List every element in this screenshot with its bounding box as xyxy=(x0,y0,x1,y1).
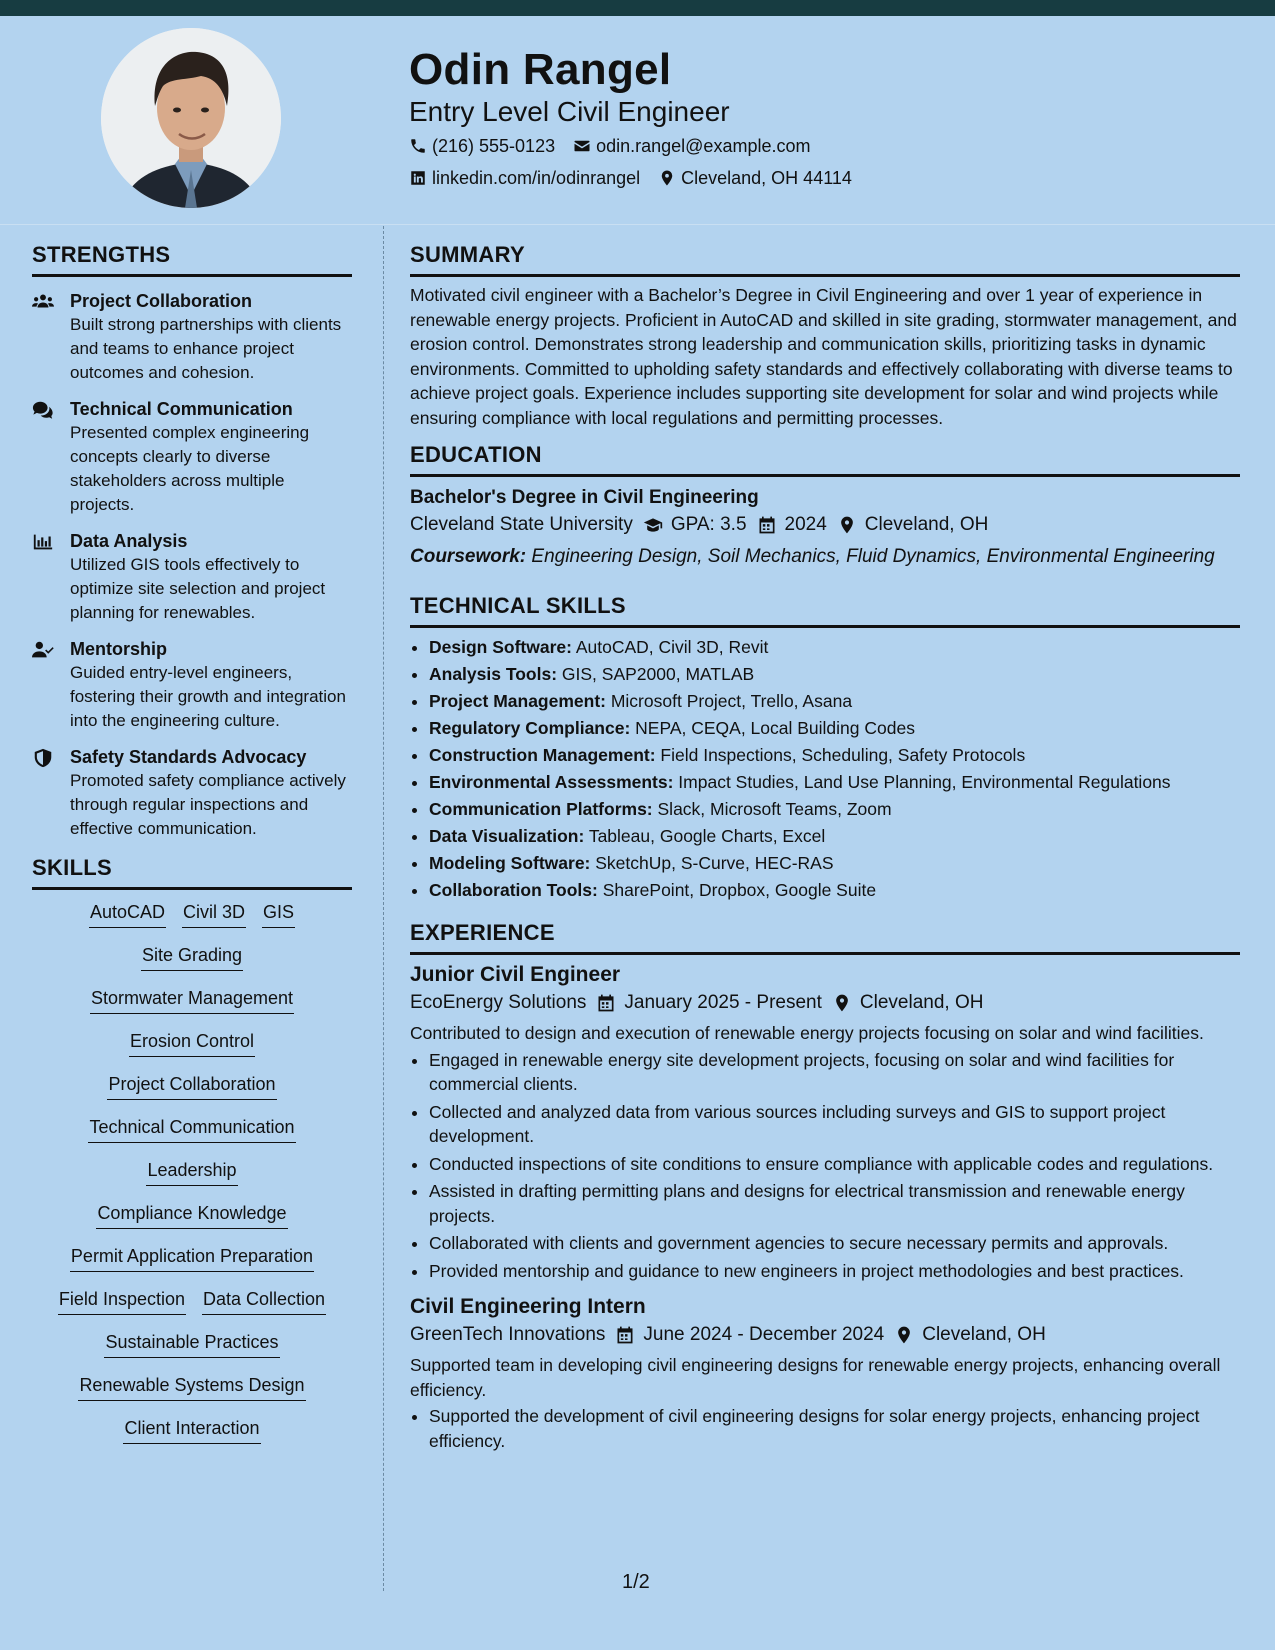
list-item xyxy=(429,715,1240,742)
job-location: Cleveland, OH xyxy=(922,1324,1046,1345)
list-item: • Collaborated with clients and government agencies to secure necessary permits and approvals. xyxy=(429,1231,1240,1256)
strength-desc: Presented complex engineering concepts clearly to diverse stakeholders across multiple projects. xyxy=(70,423,310,514)
skill-row xyxy=(96,1330,287,1358)
skill-value: AutoCAD, Civil 3D, Revit xyxy=(571,637,769,657)
job-entry xyxy=(410,1293,1240,1453)
job-meta xyxy=(410,989,1240,1017)
shield-icon xyxy=(32,748,54,768)
skill-row xyxy=(133,943,251,971)
education-school: Cleveland State University xyxy=(410,514,633,535)
list-item xyxy=(429,688,1240,715)
list-item xyxy=(429,823,1240,850)
list-item xyxy=(429,661,1240,688)
technical-skills-list xyxy=(410,634,1240,904)
strength-item xyxy=(32,637,352,733)
email-text: odin.rangel@example.com xyxy=(596,136,811,156)
contact-row-2 xyxy=(409,166,870,190)
calendar-icon xyxy=(757,515,777,535)
job-bullets xyxy=(410,1048,1240,1284)
strength-item xyxy=(32,529,352,625)
coursework-label: Coursework: xyxy=(410,546,527,567)
list-item xyxy=(429,742,1240,769)
map-pin-icon xyxy=(658,169,676,187)
skill-row xyxy=(115,1416,268,1444)
calendar-icon xyxy=(596,993,616,1013)
skills-title: SKILLS xyxy=(32,853,352,890)
contact-email[interactable] xyxy=(573,134,810,158)
comments-icon xyxy=(32,400,54,420)
skill-label: Design Software: xyxy=(429,637,572,657)
skill-label: Communication Platforms: xyxy=(429,799,653,819)
strength-item xyxy=(32,289,352,385)
strength-title: Project Collaboration xyxy=(70,291,253,311)
skill-tag: GIS xyxy=(262,900,295,928)
job-dates: June 2024 - December 2024 xyxy=(643,1324,885,1345)
skill-tag: Project Collaboration xyxy=(107,1072,276,1100)
list-item: • Conducted inspections of site conditions to ensure compliance with applicable codes and regulations. xyxy=(429,1152,1240,1177)
skill-row xyxy=(80,1115,303,1143)
skill-tag: Compliance Knowledge xyxy=(96,1201,287,1229)
skill-tag: Field Inspection xyxy=(58,1287,186,1315)
graduation-cap-icon xyxy=(643,515,663,535)
strengths-title: STRENGTHS xyxy=(32,240,352,277)
job-location: Cleveland, OH xyxy=(859,992,984,1013)
chart-icon xyxy=(32,532,54,552)
skill-tag: Renewable Systems Design xyxy=(78,1373,305,1401)
skill-value: Slack, Microsoft Teams, Zoom xyxy=(652,799,892,819)
job-title: Junior Civil Engineer xyxy=(410,963,621,986)
strength-desc: Promoted safety compliance actively through regular inspections and effective communication. xyxy=(70,771,346,838)
page-number: 1/2 xyxy=(622,1571,650,1593)
list-item: • Assisted in drafting permitting plans and designs for electrical transmission and renewable energy projects. xyxy=(429,1179,1240,1228)
strength-title: Data Analysis xyxy=(70,531,188,551)
skill-value: NEPA, CEQA, Local Building Codes xyxy=(630,718,915,738)
skill-label: Analysis Tools: xyxy=(429,664,558,684)
map-pin-icon xyxy=(894,1325,914,1345)
strength-title: Mentorship xyxy=(70,639,167,659)
skill-label: Project Management: xyxy=(429,691,606,711)
map-pin-icon xyxy=(837,515,857,535)
list-item xyxy=(429,850,1240,877)
technical-skills-title: TECHNICAL SKILLS xyxy=(410,591,1240,628)
phone-text: (216) 555-0123 xyxy=(432,136,556,156)
skills-list xyxy=(32,900,352,1459)
skill-label: Modeling Software: xyxy=(429,853,591,873)
skill-tag: Leadership xyxy=(146,1158,237,1186)
job-entry xyxy=(410,961,1240,1283)
job-company: GreenTech Innovations xyxy=(410,1324,606,1345)
job-title: Civil Engineering Intern xyxy=(410,1295,646,1318)
top-bar xyxy=(0,0,1275,16)
list-item xyxy=(429,769,1240,796)
strength-desc: Guided entry-level engineers, fostering their growth and integration into the engineering culture. xyxy=(70,663,346,730)
skill-tag: Client Interaction xyxy=(123,1416,260,1444)
calendar-icon xyxy=(615,1325,635,1345)
skill-tag: Stormwater Management xyxy=(90,986,294,1014)
skill-row xyxy=(121,1029,263,1057)
contact-phone[interactable] xyxy=(409,134,555,158)
technical-skills-section xyxy=(410,591,1240,904)
candidate-name: Odin Rangel xyxy=(409,45,672,94)
skill-row xyxy=(62,1244,322,1272)
user-check-icon xyxy=(32,640,54,660)
skill-row xyxy=(88,1201,295,1229)
education-location: Cleveland, OH xyxy=(864,514,989,535)
map-pin-icon xyxy=(832,993,852,1013)
location-text: Cleveland, OH 44114 xyxy=(681,168,852,188)
left-column xyxy=(32,240,352,1459)
skill-tag: Site Grading xyxy=(141,943,243,971)
linkedin-icon xyxy=(409,169,427,187)
skill-tag: Sustainable Practices xyxy=(104,1330,279,1358)
job-bullets xyxy=(410,1404,1240,1453)
skill-row xyxy=(138,1158,245,1186)
skill-label: Regulatory Compliance: xyxy=(429,718,631,738)
skill-value: SharePoint, Dropbox, Google Suite xyxy=(597,880,877,900)
skill-row xyxy=(70,1373,313,1401)
skill-label: Data Visualization: xyxy=(429,826,585,846)
skill-tag: Data Collection xyxy=(202,1287,326,1315)
list-item: • Engaged in renewable energy site development projects, focusing on solar and wind facilities for commercial clients. xyxy=(429,1048,1240,1097)
contact-row-1 xyxy=(409,134,828,158)
right-column xyxy=(410,240,1240,1463)
strength-title: Safety Standards Advocacy xyxy=(70,747,307,767)
header-divider xyxy=(0,224,1275,225)
strength-desc: Utilized GIS tools effectively to optimize site selection and project planning for renewables. xyxy=(70,555,326,622)
list-item: • Supported the development of civil engineering designs for solar energy projects, enhancing project efficiency. xyxy=(429,1404,1240,1453)
list-item xyxy=(429,796,1240,823)
job-description: Contributed to design and execution of renewable energy projects focusing on solar and wind facilities. xyxy=(410,1023,1204,1043)
skill-value: Impact Studies, Land Use Planning, Environmental Regulations xyxy=(673,772,1171,792)
list-item xyxy=(429,634,1240,661)
skill-tag: Permit Application Preparation xyxy=(70,1244,314,1272)
strength-title: Technical Communication xyxy=(70,399,293,419)
summary-text: Motivated civil engineer with a Bachelor’s Degree in Civil Engineering and over 1 year of experience in renewable energy projects. Proficient in AutoCAD and skilled in site grading, stormwater management, and erosion control. Demonstrates strong leadership and communication skills, prioritizing tasks in dynamic environments. Committed to upholding safety standards and effectively collaborating with diverse teams to achieve project goals. Experience includes supporting site development for solar and wind projects while ensuring compliance with local regulations and permitting processes. xyxy=(410,285,1237,428)
strength-item xyxy=(32,397,352,517)
linkedin-text: linkedin.com/in/odinrangel xyxy=(432,168,641,188)
skill-value: Microsoft Project, Trello, Asana xyxy=(605,691,853,711)
skill-tag: Technical Communication xyxy=(88,1115,295,1143)
job-meta xyxy=(410,1321,1240,1349)
phone-icon xyxy=(409,137,427,155)
skill-value: SketchUp, S-Curve, HEC-RAS xyxy=(590,853,834,873)
skill-label: Environmental Assessments: xyxy=(429,772,674,792)
skill-value: Field Inspections, Scheduling, Safety Protocols xyxy=(655,745,1026,765)
summary-title: SUMMARY xyxy=(410,240,1240,277)
candidate-headline: Entry Level Civil Engineer xyxy=(409,96,730,127)
coursework-text: Engineering Design, Soil Mechanics, Fluid Dynamics, Environmental Engineering xyxy=(526,546,1215,567)
list-item xyxy=(429,877,1240,904)
strengths-list xyxy=(32,289,352,841)
skill-value: Tableau, Google Charts, Excel xyxy=(584,826,826,846)
job-dates: January 2025 - Present xyxy=(624,992,822,1013)
education-title: EDUCATION xyxy=(410,440,1240,477)
skill-label: Construction Management: xyxy=(429,745,656,765)
skill-row xyxy=(82,986,302,1014)
job-company: EcoEnergy Solutions xyxy=(410,992,587,1013)
skill-value: GIS, SAP2000, MATLAB xyxy=(557,664,755,684)
education-degree: Bachelor's Degree in Civil Engineering xyxy=(410,487,759,508)
skill-row xyxy=(81,900,303,928)
contact-location xyxy=(658,166,852,190)
experience-section xyxy=(410,918,1240,1453)
column-divider xyxy=(383,226,384,1591)
skill-label: Collaboration Tools: xyxy=(429,880,598,900)
summary-section xyxy=(410,240,1240,430)
strength-item xyxy=(32,745,352,841)
education-meta xyxy=(410,511,1240,539)
education-section xyxy=(410,440,1240,569)
skill-tag: Erosion Control xyxy=(129,1029,255,1057)
list-item: • Provided mentorship and guidance to new engineers in project methodologies and best practices. xyxy=(429,1259,1240,1284)
profile-photo xyxy=(101,28,281,208)
skill-tag: Civil 3D xyxy=(182,900,246,928)
job-description: Supported team in developing civil engineering designs for renewable energy projects, enhancing overall efficiency. xyxy=(410,1355,1221,1400)
education-year: 2024 xyxy=(784,514,827,535)
education-coursework xyxy=(410,545,1240,569)
skill-row xyxy=(50,1287,334,1315)
contact-linkedin[interactable] xyxy=(409,166,640,190)
users-icon xyxy=(32,292,54,312)
education-gpa: GPA: 3.5 xyxy=(670,514,747,535)
skill-row xyxy=(99,1072,284,1100)
envelope-icon xyxy=(573,137,591,155)
strength-desc: Built strong partnerships with clients and teams to enhance project outcomes and cohesion. xyxy=(70,315,342,382)
experience-title: EXPERIENCE xyxy=(410,918,1240,955)
list-item: • Collected and analyzed data from various sources including surveys and GIS to support project development. xyxy=(429,1100,1240,1149)
skill-tag: AutoCAD xyxy=(89,900,166,928)
